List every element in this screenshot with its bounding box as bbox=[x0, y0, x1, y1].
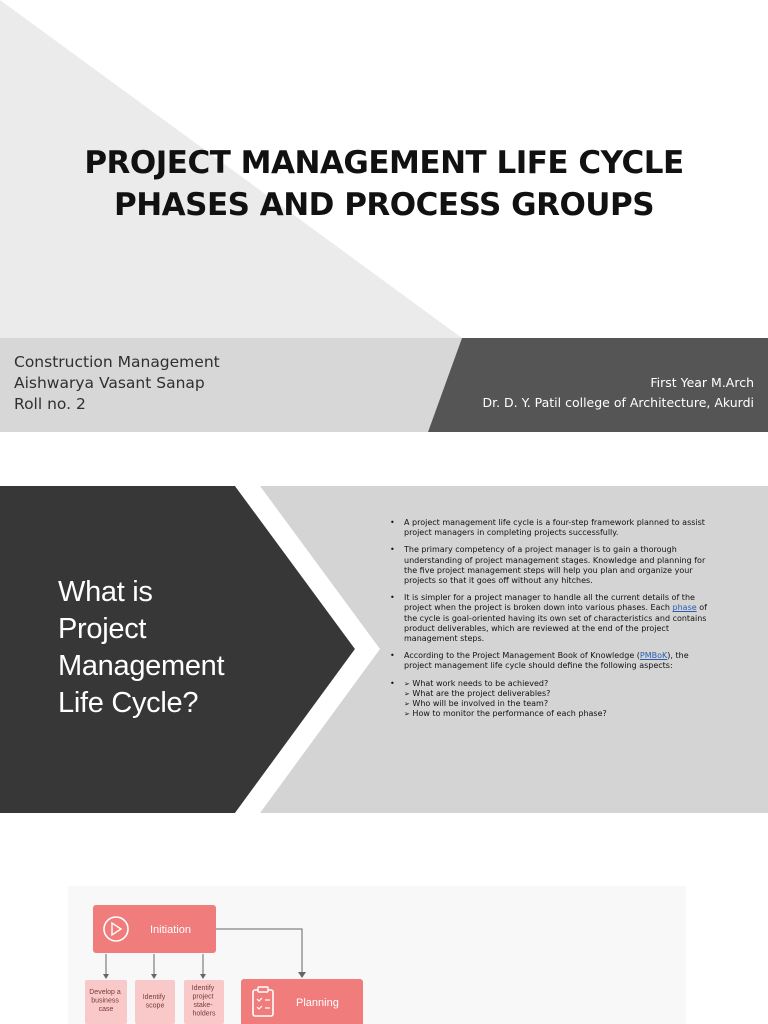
lifecycle-diagram bbox=[0, 868, 768, 1024]
bullet-text-4a: According to the Project Management Book of Knowledge ( bbox=[404, 651, 640, 661]
aspect-item bbox=[404, 679, 710, 689]
sub-label-3: Identify project stake- holders bbox=[191, 985, 216, 1018]
lifecycle-diagram-slide bbox=[0, 868, 768, 1024]
institution-info bbox=[482, 373, 754, 413]
title-slide bbox=[0, 0, 768, 432]
arrow-icon: ➢ bbox=[404, 710, 410, 719]
author-info bbox=[14, 352, 220, 415]
heading-line-3: Management bbox=[58, 650, 225, 682]
aspect-item bbox=[404, 689, 710, 699]
heading-line-2: Project bbox=[58, 613, 147, 645]
bullet-text-1: A project management life cycle is a four-step framework planned to assist project managers in completing projects successfully. bbox=[404, 518, 705, 538]
slide-title bbox=[30, 142, 738, 226]
bullet-text-3b: of the cycle is goal-oriented having its own set of characteristics and contains product deliverables, which are reviewed at the end of the project management steps. bbox=[404, 603, 707, 644]
course-name: Construction Management bbox=[14, 353, 220, 371]
author-name: Aishwarya Vasant Sanap bbox=[14, 374, 205, 392]
aspect-text: Who will be involved in the team? bbox=[412, 699, 549, 709]
list-item bbox=[388, 545, 710, 586]
aspect-item bbox=[404, 699, 710, 709]
bullet-text-4b: ), the project management life cycle should define the following aspects: bbox=[404, 651, 689, 671]
aspect-text: What work needs to be achieved? bbox=[412, 678, 549, 688]
aspect-text: How to monitor the performance of each phase? bbox=[412, 709, 607, 719]
definition-slide bbox=[0, 486, 768, 813]
list-item bbox=[388, 679, 710, 720]
definition-heading bbox=[58, 574, 224, 722]
initiation-label: Initiation bbox=[150, 924, 191, 936]
list-item bbox=[388, 593, 710, 644]
heading-line-1: What is bbox=[58, 576, 153, 608]
phase-link[interactable]: phase bbox=[672, 603, 697, 613]
arrow-icon: ➢ bbox=[404, 679, 410, 688]
bullet-icon: • bbox=[390, 593, 395, 603]
bullet-icon: • bbox=[390, 518, 395, 527]
sub-label-1: Develop a business case bbox=[89, 989, 121, 1013]
definition-bullet-list bbox=[388, 518, 710, 726]
arrowhead bbox=[200, 974, 206, 979]
bullet-text-3a: It is simpler for a project manager to handle all the current details of the project when the project is broken down into various phases. Each bbox=[404, 593, 695, 613]
arrow-icon: ➢ bbox=[404, 700, 410, 709]
bullet-text-2: The primary competency of a project manager is to gain a thorough understanding of project management stages. Knowledge and planning for the five project management steps will help you plan and organize your projects so that it goes off without any hitches. bbox=[404, 545, 706, 586]
slide-title-line-1: PROJECT MANAGEMENT LIFE CYCLE bbox=[84, 145, 684, 181]
arrow-icon: ➢ bbox=[404, 689, 410, 698]
sub-label-2: Identify scope bbox=[142, 994, 166, 1010]
list-item bbox=[388, 518, 710, 538]
bullet-icon: • bbox=[390, 651, 395, 661]
slide-title-line-2: PHASES AND PROCESS GROUPS bbox=[113, 187, 655, 223]
bullet-icon: • bbox=[390, 678, 395, 688]
arrowhead bbox=[103, 974, 109, 979]
study-year: First Year M.Arch bbox=[650, 375, 754, 390]
bullet-icon: • bbox=[390, 545, 395, 555]
clipboard-clip bbox=[258, 987, 268, 992]
list-item bbox=[388, 651, 710, 671]
heading-line-4: Life Cycle? bbox=[58, 687, 199, 719]
college-name: Dr. D. Y. Patil college of Architecture, Akurdi bbox=[482, 395, 754, 410]
arrowhead bbox=[298, 972, 306, 978]
roll-number: Roll no. 2 bbox=[14, 395, 86, 413]
connector-initiation-planning bbox=[216, 929, 302, 972]
arrowhead bbox=[151, 974, 157, 979]
aspect-item bbox=[404, 709, 710, 719]
planning-label: Planning bbox=[296, 997, 339, 1009]
pmbok-link[interactable]: PMBoK bbox=[639, 651, 668, 661]
aspect-text: What are the project deliverables? bbox=[412, 688, 551, 698]
